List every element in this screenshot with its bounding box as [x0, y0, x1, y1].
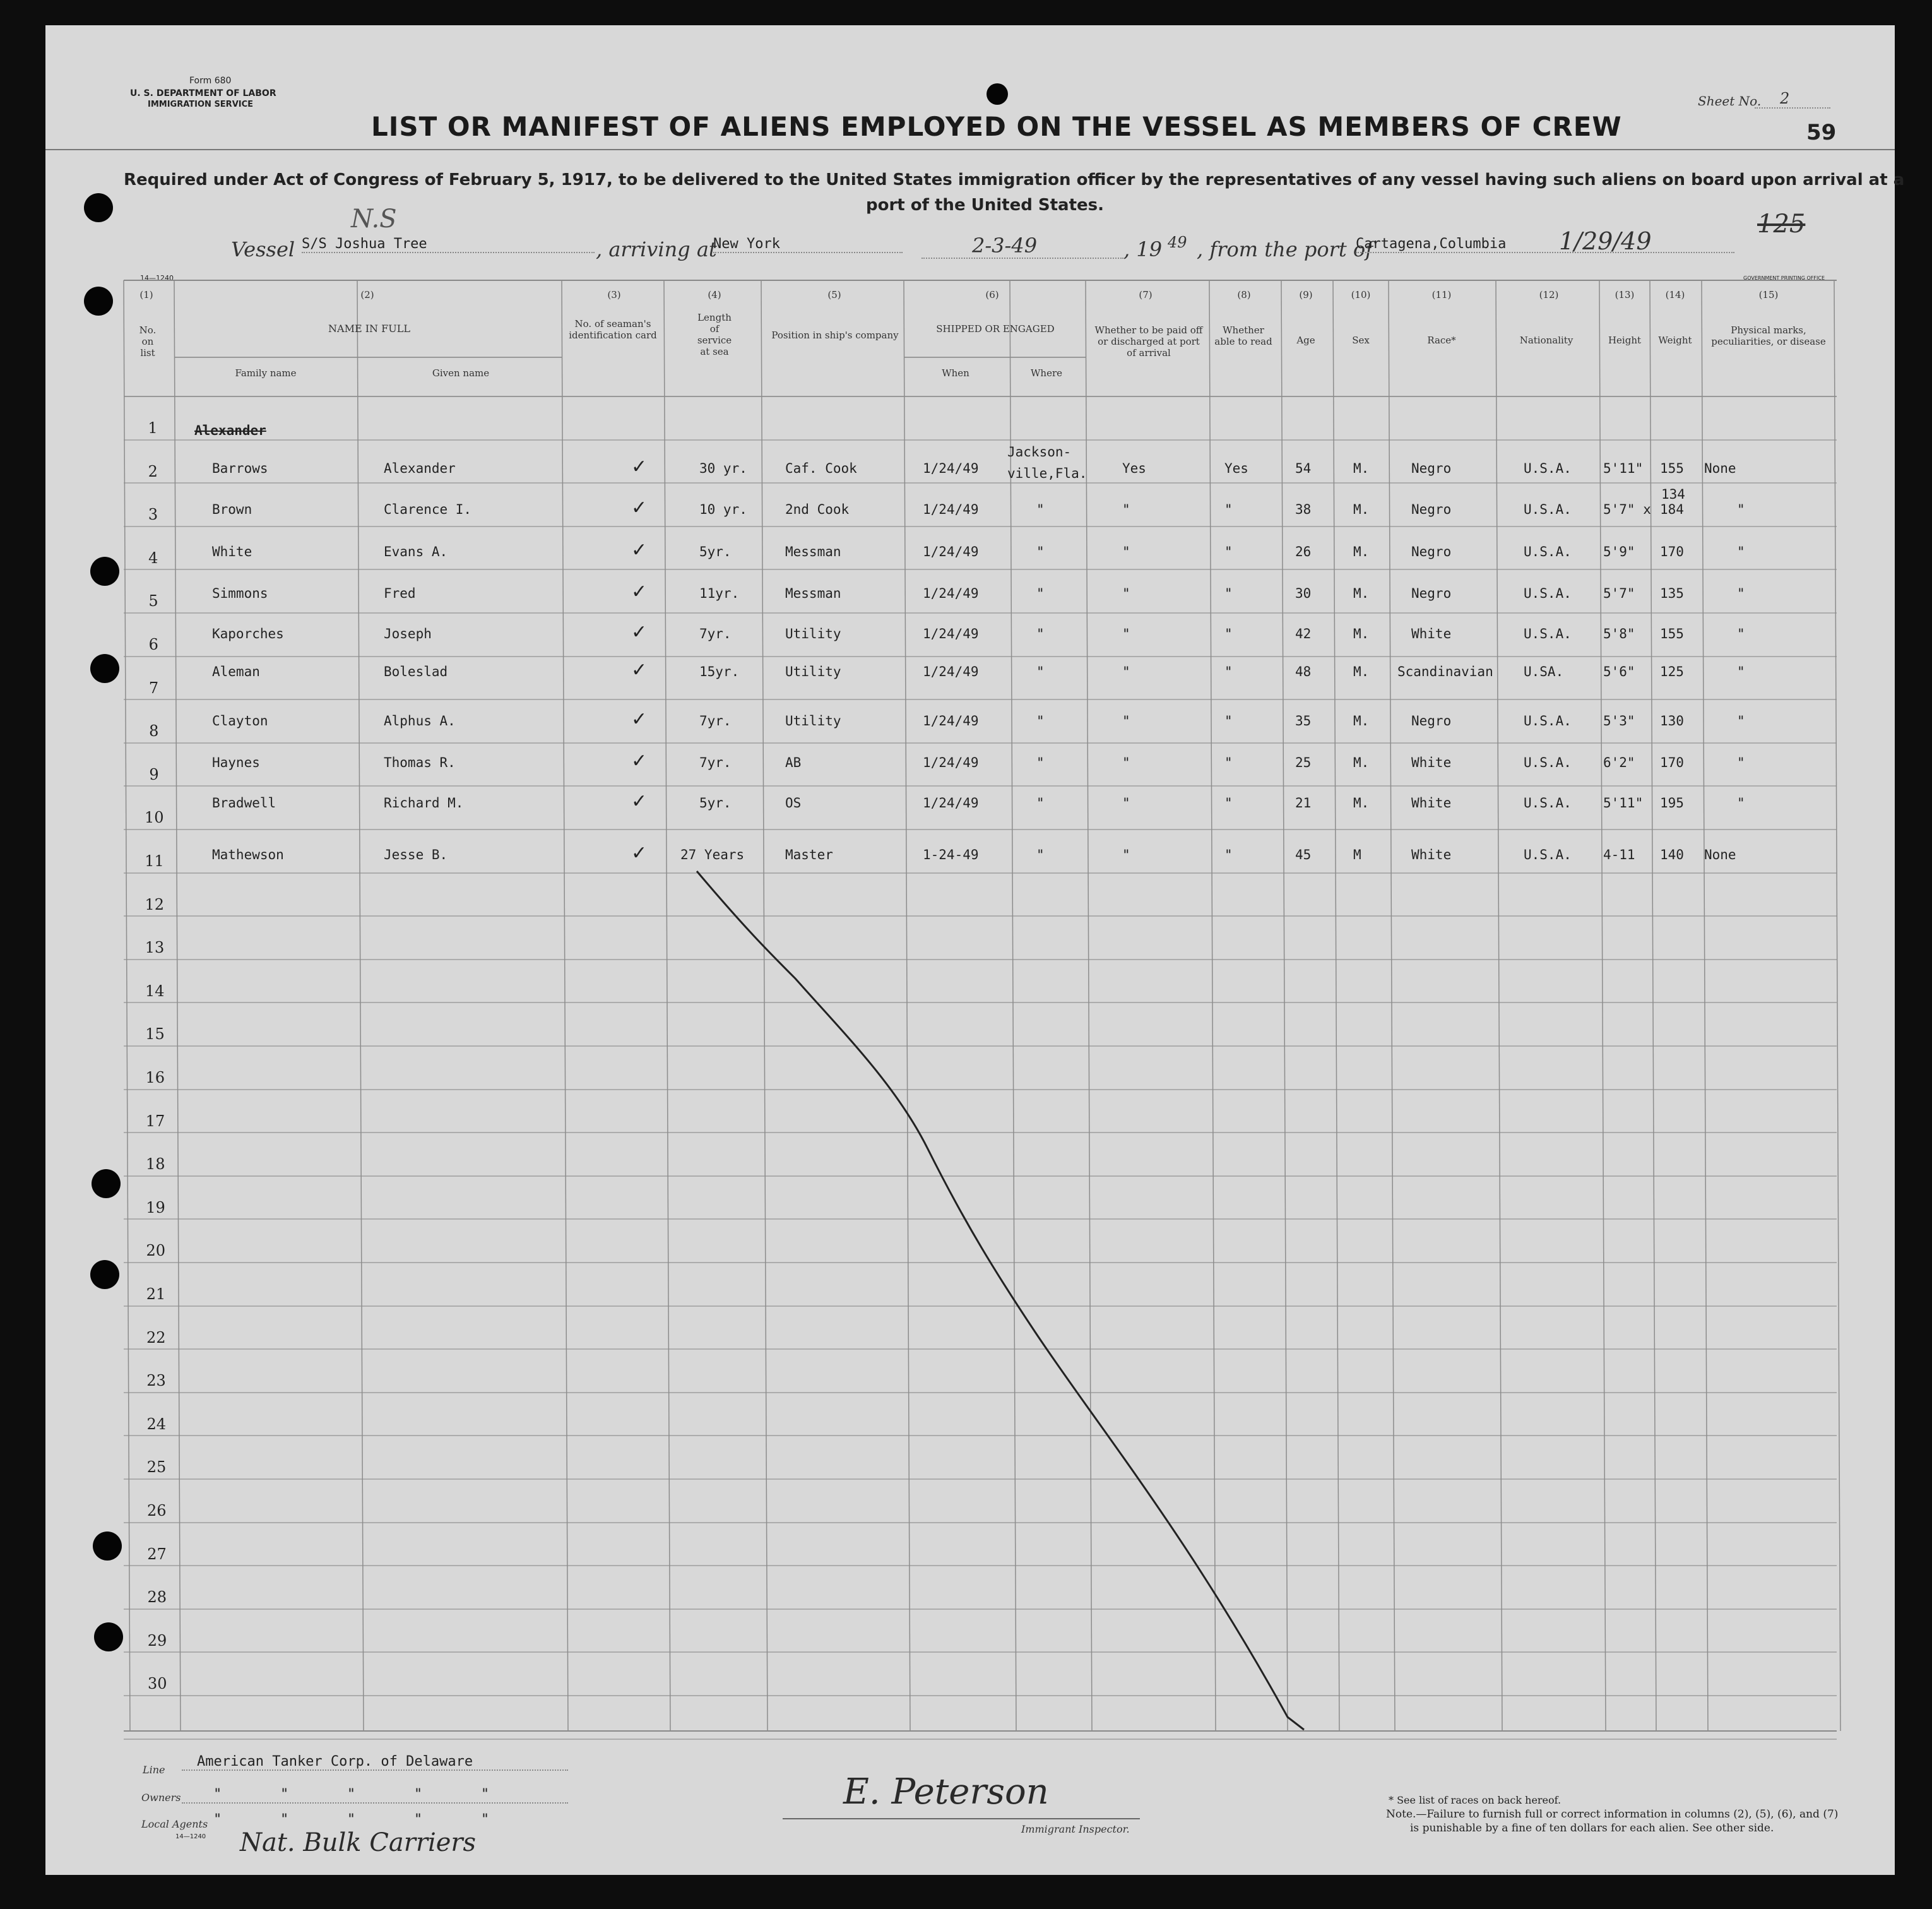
- physical-marks: ": [1737, 502, 1745, 517]
- weight: 155: [1660, 626, 1684, 641]
- age: 48: [1295, 664, 1312, 679]
- column-number: (13): [1615, 289, 1635, 300]
- header-given-name: Given name: [432, 367, 490, 379]
- physical-marks: ": [1737, 795, 1745, 811]
- weight: 170: [1660, 544, 1684, 559]
- penalty-note-1: Note.—Failure to furnish full or correct information in columns (2), (5), (6), and (7): [1386, 1808, 1839, 1821]
- height: 6'2": [1603, 755, 1635, 770]
- family-name: Brown: [212, 502, 252, 517]
- vessel-annotation: N.S: [351, 205, 397, 234]
- weight: 184: [1660, 502, 1684, 517]
- nationality: U.S.A.: [1524, 461, 1572, 476]
- id-card-check: ✓: [631, 842, 648, 864]
- line-label: Line: [143, 1764, 165, 1776]
- service-length: 7yr.: [699, 626, 732, 641]
- nationality: U.S.A.: [1524, 502, 1572, 517]
- paid-off: ": [1122, 713, 1130, 729]
- line-value: American Tanker Corp. of Delaware: [182, 1754, 568, 1771]
- able-to-read: ": [1224, 544, 1233, 559]
- shipped-where: ": [1036, 544, 1045, 559]
- position: Utility: [785, 713, 841, 729]
- height: 5'9": [1603, 544, 1635, 559]
- shipped-where: ": [1036, 847, 1045, 862]
- race: Negro: [1411, 502, 1452, 517]
- column-number: (15): [1758, 289, 1779, 300]
- able-to-read: ": [1224, 502, 1233, 517]
- header-paid-off: Whether to be paid off or discharged at port of arrival: [1094, 324, 1203, 359]
- paid-off: ": [1122, 502, 1130, 517]
- height: 5'7" x: [1603, 502, 1651, 517]
- weight: 170: [1660, 755, 1684, 770]
- physical-marks: ": [1737, 664, 1745, 679]
- id-card-check: ✓: [631, 497, 648, 519]
- header-weight: Weight: [1658, 335, 1692, 346]
- column-number: (2): [360, 289, 374, 300]
- nationality: U.SA.: [1524, 664, 1564, 679]
- year-prefix: , 19: [1123, 237, 1163, 261]
- paid-off: ": [1122, 544, 1130, 559]
- row-number: 13: [145, 939, 165, 956]
- shipped-when: 1/24/49: [923, 461, 979, 476]
- weight: 195: [1660, 795, 1684, 811]
- weight: 130: [1660, 713, 1684, 729]
- given-name: Joseph: [384, 626, 432, 641]
- row-number: 18: [145, 1155, 165, 1173]
- column-number: (4): [708, 289, 721, 300]
- row-number: 19: [146, 1199, 165, 1216]
- service-length: 10 yr.: [699, 502, 747, 517]
- family-name: Bradwell: [212, 795, 276, 811]
- header-able-read: Whether able to read: [1214, 324, 1272, 347]
- nationality: U.S.A.: [1524, 847, 1572, 862]
- departure-port: Cartagena,Columbia: [1356, 236, 1734, 253]
- agents-signature: Nat. Bulk Carriers: [240, 1828, 477, 1857]
- printing-office: GOVERNMENT PRINTING OFFICE: [1743, 275, 1825, 281]
- column-number: (7): [1139, 289, 1153, 300]
- owners-label: Owners: [141, 1792, 181, 1804]
- header-physical-marks: Physical marks, peculiarities, or disease: [1711, 324, 1826, 347]
- able-to-read: ": [1224, 626, 1233, 641]
- sheet-number: 2: [1755, 90, 1830, 109]
- age: 38: [1295, 502, 1312, 517]
- row-number: 6: [148, 636, 158, 653]
- nationality: U.S.A.: [1524, 626, 1572, 641]
- header-nationality: Nationality: [1519, 335, 1573, 346]
- header-height: Height: [1608, 335, 1642, 346]
- sex: M: [1353, 847, 1361, 862]
- family-name: Haynes: [212, 755, 260, 770]
- weight: 125: [1660, 664, 1684, 679]
- service-length: 7yr.: [699, 713, 732, 729]
- given-name: Fred: [384, 586, 416, 601]
- paid-off: Yes: [1122, 461, 1146, 476]
- arriving-label: , arriving at: [596, 237, 717, 261]
- given-name: Boleslad: [384, 664, 448, 679]
- position: 2nd Cook: [785, 502, 850, 517]
- id-card-check: ✓: [631, 708, 648, 730]
- row-number: 25: [146, 1458, 167, 1476]
- row-number: 4: [148, 549, 158, 567]
- family-name: Aleman: [212, 664, 260, 679]
- nationality: U.S.A.: [1524, 795, 1572, 811]
- age: 21: [1295, 795, 1312, 811]
- column-number: (3): [607, 289, 621, 300]
- column-number: (11): [1431, 289, 1452, 300]
- shipped-when: 1/24/49: [923, 502, 979, 517]
- shipped-where: ": [1036, 626, 1045, 641]
- header-position: Position in ship's company: [771, 330, 899, 341]
- column-number: (1): [139, 289, 153, 300]
- page-number: 59: [1806, 120, 1837, 145]
- row-number: 20: [146, 1242, 166, 1259]
- physical-marks: ": [1737, 755, 1745, 770]
- shipped-where: ": [1036, 664, 1045, 679]
- age: 45: [1295, 847, 1312, 862]
- height: 5'3": [1603, 713, 1635, 729]
- service-length: 7yr.: [699, 755, 732, 770]
- family-name: Barrows: [212, 461, 268, 476]
- row-number: 1: [148, 419, 158, 437]
- nationality: U.S.A.: [1524, 755, 1572, 770]
- height: 5'8": [1603, 626, 1635, 641]
- given-name: Clarence I.: [384, 502, 472, 517]
- shipped-when: 1/24/49: [923, 626, 979, 641]
- struck-row-1-name: Alexander: [194, 423, 266, 438]
- able-to-read: Yes: [1224, 461, 1248, 476]
- footer-code: 14—1240: [175, 1833, 206, 1840]
- paid-off: ": [1122, 847, 1130, 862]
- nationality: U.S.A.: [1524, 713, 1572, 729]
- row-number: 16: [145, 1069, 165, 1086]
- given-name: Alexander: [384, 461, 456, 476]
- physical-marks: None: [1704, 847, 1736, 862]
- sex: M.: [1353, 755, 1370, 770]
- sex: M.: [1353, 586, 1370, 601]
- header-race: Race*: [1427, 335, 1456, 346]
- able-to-read: ": [1224, 755, 1233, 770]
- column-number: (8): [1237, 289, 1251, 300]
- sex: M.: [1353, 626, 1370, 641]
- printer-code: 14—1240: [140, 274, 174, 282]
- weight: 155: [1660, 461, 1684, 476]
- age: 26: [1295, 544, 1312, 559]
- family-name: Kaporches: [212, 626, 284, 641]
- subtitle-line-2: port of the United States.: [866, 196, 1104, 215]
- penalty-note-2: is punishable by a fine of ten dollars for each alien. See other side.: [1410, 1822, 1774, 1835]
- shipped-when: 1/24/49: [923, 755, 979, 770]
- row-number: 28: [147, 1588, 167, 1606]
- height: 5'6": [1603, 664, 1635, 679]
- id-card-check: ✓: [631, 456, 648, 478]
- physical-marks: ": [1737, 713, 1745, 729]
- position: Utility: [785, 626, 841, 641]
- shipped-when: 1/24/49: [923, 795, 979, 811]
- age: 25: [1295, 755, 1312, 770]
- race: Negro: [1411, 544, 1452, 559]
- row-number: 3: [148, 506, 158, 523]
- inspector-label: Immigrant Inspector.: [1021, 1823, 1130, 1835]
- column-number: (14): [1665, 289, 1685, 300]
- header-shipped: SHIPPED OR ENGAGED: [936, 323, 1055, 335]
- races-note: * See list of races on back hereof.: [1389, 1794, 1562, 1806]
- shipped-where: ": [1036, 586, 1045, 601]
- header-family-name: Family name: [235, 367, 297, 379]
- able-to-read: ": [1224, 586, 1233, 601]
- service-name: IMMIGRATION SERVICE: [148, 100, 254, 109]
- physical-marks: ": [1737, 626, 1745, 641]
- position: Utility: [785, 664, 841, 679]
- given-name: Thomas R.: [384, 755, 456, 770]
- arrival-date: 2-3-49: [922, 234, 1123, 259]
- row-number: 21: [146, 1285, 166, 1303]
- paid-off: ": [1122, 626, 1130, 641]
- header-where: Where: [1030, 367, 1062, 379]
- weight-correction: 134: [1661, 487, 1685, 502]
- given-name: Alphus A.: [384, 713, 456, 729]
- family-name: Mathewson: [212, 847, 284, 862]
- shipped-when: 1/24/49: [923, 586, 979, 601]
- race: White: [1411, 626, 1452, 641]
- position: OS: [785, 795, 802, 811]
- sex: M.: [1353, 461, 1370, 476]
- row-number: 29: [147, 1632, 167, 1650]
- row-number: 15: [145, 1025, 165, 1043]
- given-name: Evans A.: [384, 544, 448, 559]
- nationality: U.S.A.: [1524, 544, 1572, 559]
- row-number: 23: [146, 1372, 166, 1389]
- header-name-in-full: NAME IN FULL: [328, 323, 410, 335]
- row-number: 8: [149, 722, 159, 740]
- family-name: White: [212, 544, 252, 559]
- header-no-on-list: No. on list: [139, 324, 157, 359]
- service-length: 5yr.: [699, 544, 732, 559]
- shipped-where-line2: ville,Fla.: [1007, 466, 1087, 481]
- paid-off: ": [1122, 586, 1130, 601]
- shipped-where: ": [1036, 713, 1045, 729]
- shipped-when: 1-24-49: [923, 847, 979, 862]
- row-number: 9: [149, 766, 159, 783]
- year-value: 49: [1168, 234, 1187, 251]
- service-length: 11yr.: [699, 586, 740, 601]
- row-number: 17: [145, 1112, 165, 1130]
- row-number: 10: [144, 809, 164, 826]
- id-card-check: ✓: [631, 750, 648, 772]
- physical-marks: None: [1704, 461, 1736, 476]
- row-number: 26: [146, 1502, 167, 1519]
- service-length: 5yr.: [699, 795, 732, 811]
- column-number: (6): [985, 289, 999, 300]
- row-number: 12: [145, 896, 165, 913]
- position: Master: [785, 847, 833, 862]
- row-number: 2: [148, 463, 158, 480]
- weight: 140: [1660, 847, 1684, 862]
- column-number: (10): [1351, 289, 1371, 300]
- row-number: 22: [146, 1329, 166, 1347]
- height: 5'11": [1603, 795, 1644, 811]
- owners-value: " " " " ": [182, 1787, 568, 1804]
- weight: 135: [1660, 586, 1684, 601]
- row-number: 30: [147, 1675, 167, 1692]
- row-number: 14: [145, 982, 165, 1000]
- shipped-where: Jackson-: [1007, 444, 1072, 460]
- able-to-read: ": [1224, 795, 1233, 811]
- able-to-read: ": [1224, 847, 1233, 862]
- family-name: Clayton: [212, 713, 268, 729]
- sex: M.: [1353, 713, 1370, 729]
- document-title: LIST OR MANIFEST OF ALIENS EMPLOYED ON THE VESSEL AS MEMBERS OF CREW: [371, 111, 1622, 142]
- age: 54: [1295, 461, 1312, 476]
- given-name: Jesse B.: [384, 847, 448, 862]
- sheet-label: Sheet No.: [1698, 93, 1762, 109]
- header-seaman-card: No. of seaman's identification card: [569, 318, 657, 341]
- sex: M.: [1353, 664, 1370, 679]
- shipped-when: 1/24/49: [923, 664, 979, 679]
- struck-number: 125: [1757, 210, 1806, 239]
- agents-label: Local Agents: [141, 1818, 208, 1830]
- physical-marks: ": [1737, 586, 1745, 601]
- shipped-where: ": [1036, 502, 1045, 517]
- paid-off: ": [1122, 795, 1130, 811]
- height: 5'7": [1603, 586, 1635, 601]
- column-number: (9): [1299, 289, 1313, 300]
- header-length-service: Length of service at sea: [697, 312, 732, 357]
- physical-marks: ": [1737, 544, 1745, 559]
- sex: M.: [1353, 795, 1370, 811]
- agents-value: " " " " ": [213, 1812, 490, 1828]
- race: Negro: [1411, 586, 1452, 601]
- arriving-port: New York: [713, 236, 903, 253]
- header-when: When: [942, 367, 969, 379]
- header-sex: Sex: [1352, 335, 1370, 346]
- service-length: 15yr.: [699, 664, 740, 679]
- race: White: [1411, 755, 1452, 770]
- inspector-signature-line: [783, 1818, 1140, 1819]
- given-name: Richard M.: [384, 795, 464, 811]
- column-number: (12): [1539, 289, 1559, 300]
- id-card-check: ✓: [631, 790, 648, 812]
- id-card-check: ✓: [631, 581, 648, 603]
- height: 4-11: [1603, 847, 1635, 862]
- shipped-when: 1/24/49: [923, 544, 979, 559]
- inspector-signature: E. Peterson: [843, 1771, 1049, 1812]
- sex: M.: [1353, 544, 1370, 559]
- subtitle-line-1: Required under Act of Congress of February 5, 1917, to be delivered to the United States immigration officer by the representatives of any vessel having such aliens on board upon arrival at a: [124, 170, 1905, 189]
- header-age: Age: [1296, 335, 1315, 346]
- from-label: , from the port of: [1197, 237, 1373, 261]
- id-card-check: ✓: [631, 621, 648, 643]
- shipped-where: ": [1036, 795, 1045, 811]
- row-number: 11: [145, 852, 164, 870]
- age: 35: [1295, 713, 1312, 729]
- column-number: (5): [827, 289, 841, 300]
- row-number: 24: [146, 1415, 167, 1433]
- vessel-label: Vessel: [231, 237, 295, 261]
- paid-off: ": [1122, 755, 1130, 770]
- family-name: Simmons: [212, 586, 268, 601]
- sex: M.: [1353, 502, 1370, 517]
- position: Caf. Cook: [785, 461, 857, 476]
- age: 30: [1295, 586, 1312, 601]
- able-to-read: ": [1224, 713, 1233, 729]
- department-name: U. S. DEPARTMENT OF LABOR: [130, 88, 276, 98]
- race: Negro: [1411, 461, 1452, 476]
- able-to-read: ": [1224, 664, 1233, 679]
- shipped-where: ": [1036, 755, 1045, 770]
- nationality: U.S.A.: [1524, 586, 1572, 601]
- age: 42: [1295, 626, 1312, 641]
- departure-date: 1/29/49: [1559, 227, 1652, 255]
- position: AB: [785, 755, 802, 770]
- race: White: [1411, 795, 1452, 811]
- id-card-check: ✓: [631, 659, 648, 681]
- height: 5'11": [1603, 461, 1644, 476]
- id-card-check: ✓: [631, 539, 648, 561]
- service-length: 30 yr.: [699, 461, 747, 476]
- vessel-name: S/S Joshua Tree: [302, 236, 595, 253]
- form-number: Form 680: [189, 76, 232, 86]
- race: Negro: [1411, 713, 1452, 729]
- row-number: 7: [148, 679, 159, 697]
- position: Messman: [785, 544, 841, 559]
- row-number: 5: [148, 592, 158, 610]
- race: Scandinavian: [1397, 664, 1493, 679]
- row-number: 27: [147, 1545, 167, 1563]
- paid-off: ": [1122, 664, 1130, 679]
- race: White: [1411, 847, 1452, 862]
- shipped-when: 1/24/49: [923, 713, 979, 729]
- position: Messman: [785, 586, 841, 601]
- service-length: 27 Years: [680, 847, 745, 862]
